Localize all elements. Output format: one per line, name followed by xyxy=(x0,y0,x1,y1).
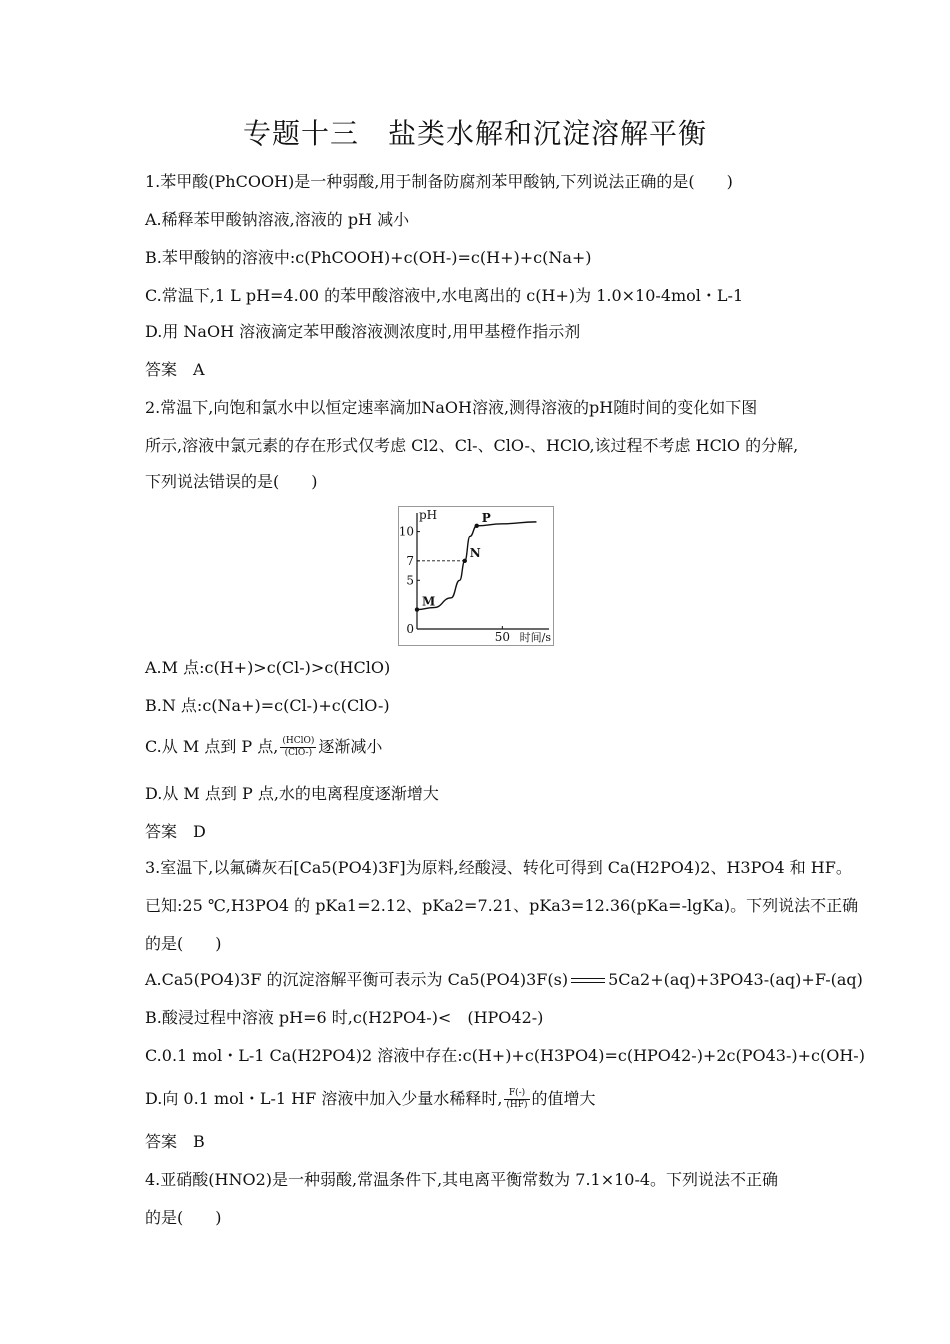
y-tick-label: 7 xyxy=(406,553,414,568)
point-label-m: M xyxy=(422,594,436,609)
q4-stem-line1: 4.亚硝酸(HNO2)是一种弱酸,常温条件下,其电离平衡常数为 7.1×10-4。下列说法不正确 xyxy=(145,1170,779,1189)
fraction-denominator: (HF) xyxy=(506,1100,528,1110)
y-axis-label: pH xyxy=(419,508,438,522)
q3-option-a xyxy=(145,970,863,990)
q2-option-d: D.从 M 点到 P 点,水的电离程度逐渐增大 xyxy=(145,784,439,803)
q2-option-c-suffix: 逐渐减小 xyxy=(318,737,383,756)
q1-option-c: C.常温下,1 L pH=4.00 的苯甲酸溶液中,水电离出的 c(H+)为 1.0×10-4mol・L-1 xyxy=(145,286,744,305)
point-m xyxy=(415,607,419,611)
point-n xyxy=(463,559,467,563)
q1-option-b: B.苯甲酸钠的溶液中:c(PhCOOH)+c(OH-)=c(H+)+c(Na+) xyxy=(145,248,592,267)
page-title: 专题十三 盐类水解和沉淀溶解平衡 xyxy=(242,117,707,150)
q4-stem-line2: 的是( ) xyxy=(145,1208,222,1227)
ph-time-chart-svg xyxy=(399,507,553,645)
point-p xyxy=(475,524,479,528)
equilibrium-arrow-icon xyxy=(571,976,605,986)
fraction-numerator: (HClO) xyxy=(282,736,315,746)
y-tick-label: 10 xyxy=(399,524,414,539)
q1-option-d: D.用 NaOH 溶液滴定苯甲酸溶液测浓度时,用甲基橙作指示剂 xyxy=(145,322,581,341)
q2-stem-line2: 所示,溶液中氯元素的存在形式仅考虑 Cl2、Cl-、ClO-、HClO,该过程不考虑 HClO 的分解, xyxy=(145,436,799,455)
q2-answer: 答案 D xyxy=(145,822,206,841)
q1-option-a: A.稀释苯甲酸钠溶液,溶液的 pH 减小 xyxy=(145,210,410,229)
fraction-denominator: (ClO-) xyxy=(284,748,313,758)
q2-option-c-fraction xyxy=(280,736,316,759)
point-label-p: P xyxy=(481,510,491,525)
q3-option-d-suffix: 的值增大 xyxy=(531,1089,596,1108)
fraction-numerator: F(-) xyxy=(504,1088,529,1100)
q3-option-a-prefix: A.Ca5(PO4)3F 的沉淀溶解平衡可表示为 Ca5(PO4)3F(s) xyxy=(145,970,569,989)
q2-option-c xyxy=(145,736,382,759)
x-tick-label: 50 xyxy=(494,630,510,644)
q1-answer: 答案 A xyxy=(145,360,205,379)
q3-option-d xyxy=(145,1088,596,1111)
q2-stem-line1: 2.常温下,向饱和氯水中以恒定速率滴加NaOH溶液,测得溶液的pH随时间的变化如下图 xyxy=(145,398,758,417)
q2-option-a: A.M 点:c(H+)>c(Cl-)>c(HClO) xyxy=(145,658,391,677)
q3-answer: 答案 B xyxy=(145,1132,205,1151)
y-tick-label: 5 xyxy=(406,573,414,588)
q3-option-a-suffix: 5Ca2+(aq)+3PO43-(aq)+F-(aq) xyxy=(608,970,863,989)
q3-stem-line2: 已知:25 ℃,H3PO4 的 pKa1=2.12、pKa2=7.21、pKa3=12.36(pKa=-lgKa)。下列说法不正确 xyxy=(145,896,859,915)
q2-option-b: B.N 点:c(Na+)=c(Cl-)+c(ClO-) xyxy=(145,696,390,715)
q3-option-d-prefix: D.向 0.1 mol・L-1 HF 溶液中加入少量水稀释时, xyxy=(145,1089,503,1108)
q3-stem-line1: 3.室温下,以氟磷灰石[Ca5(PO4)3F]为原料,经酸浸、转化可得到 Ca(H2PO4)2、H3PO4 和 HF。 xyxy=(145,858,852,877)
point-label-n: N xyxy=(469,545,481,560)
ph-time-chart xyxy=(398,506,554,646)
q3-option-c: C.0.1 mol・L-1 Ca(H2PO4)2 溶液中存在:c(H+)+c(H3PO4)=c(HPO42-)+2c(PO43-)+c(OH-) xyxy=(145,1046,865,1065)
y-tick-label: 0 xyxy=(406,622,414,636)
q2-stem-line3: 下列说法错误的是( ) xyxy=(145,472,318,491)
q3-option-d-fraction xyxy=(504,1088,529,1111)
q1-stem: 1.苯甲酸(PhCOOH)是一种弱酸,用于制备防腐剂苯甲酸钠,下列说法正确的是( ) xyxy=(145,172,733,191)
x-axis-label: 时间/s xyxy=(519,631,551,644)
q3-option-b: B.酸浸过程中溶液 pH=6 时,c(H2PO4-)< (HPO42-) xyxy=(145,1008,544,1027)
q2-option-c-prefix: C.从 M 点到 P 点, xyxy=(145,737,279,756)
q3-stem-line3: 的是( ) xyxy=(145,934,222,953)
